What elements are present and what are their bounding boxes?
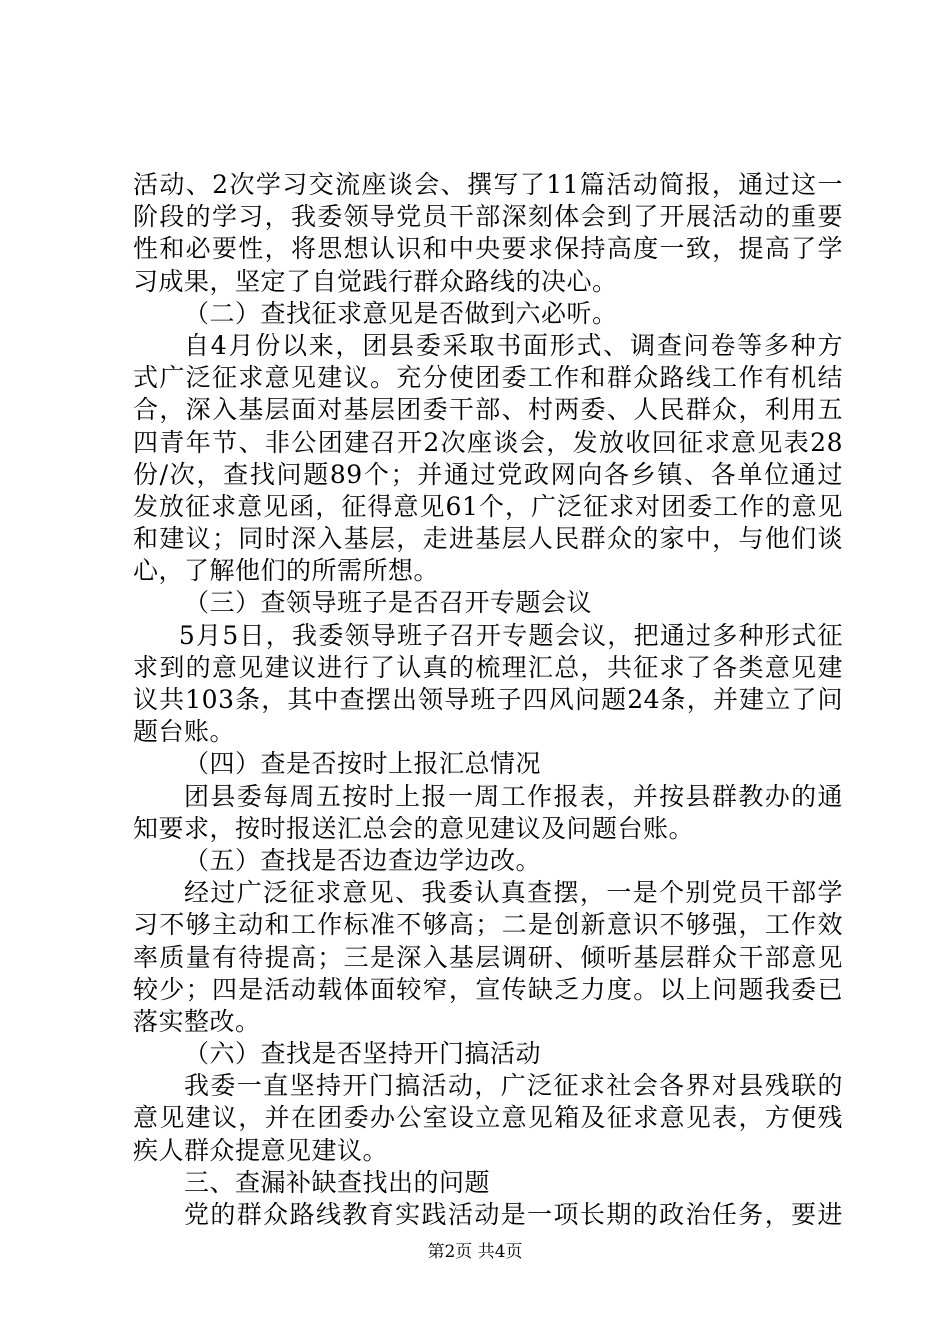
text-line: 议共103条，其中查摆出领导班子四风问题24条，并建立了问 xyxy=(133,685,843,714)
text-line: 落实整改。 xyxy=(133,1006,261,1036)
text-line: 活动、2次学习交流座谈会、撰写了11篇活动简报，通过这一 xyxy=(133,170,843,199)
text-line: 题台账。 xyxy=(133,717,236,747)
text-line: 自4月份以来，团县委采取书面形式、调查问卷等多种方 xyxy=(184,330,843,360)
text-line: 发放征求意见函，征得意见61个，广泛征求对团委工作的意见 xyxy=(133,491,843,521)
document-body xyxy=(133,169,843,1231)
page-footer: 第2页 共4页 xyxy=(427,1242,523,1262)
text-line: 经过广泛征求意见、我委认真查摆，一是个别党员干部学 xyxy=(184,878,843,908)
text-line: 三、查漏补缺查找出的问题 xyxy=(184,1167,491,1197)
text-line: 党的群众路线教育实践活动是一项长期的政治任务，要进 xyxy=(184,1200,843,1229)
text-line: 意见建议，并在团委办公室设立意见箱及征求意见表，方便残 xyxy=(133,1103,843,1133)
text-line: 心，了解他们的所需所想。 xyxy=(133,556,440,586)
text-line: 份/次，查找问题89个；并通过党政网向各乡镇、各单位通过 xyxy=(133,459,843,489)
text-line: 习不够主动和工作标准不够高；二是创新意识不够强，工作效 xyxy=(133,910,843,940)
text-line: 较少；四是活动载体面较窄，宣传缺乏力度。以上问题我委已 xyxy=(133,974,843,1004)
text-line: 知要求，按时报送汇总会的意见建议及问题台账。 xyxy=(133,813,695,843)
text-line: （二）查找征求意见是否做到六必听。 xyxy=(184,298,618,328)
text-line: 5月5日，我委领导班子召开专题会议，把通过多种形式征 xyxy=(178,620,843,650)
text-line: （三）查领导班子是否召开专题会议 xyxy=(184,588,593,618)
text-line: 率质量有待提高；三是深入基层调研、倾听基层群众干部意见 xyxy=(133,942,843,972)
text-line: （四）查是否按时上报汇总情况 xyxy=(184,749,542,779)
text-line: 疾人群众提意见建议。 xyxy=(133,1135,389,1165)
text-line: （六）查找是否坚持开门搞活动 xyxy=(184,1039,542,1069)
text-line: 习成果，坚定了自觉践行群众路线的决心。 xyxy=(133,266,618,296)
text-line: 四青年节、非公团建召开2次座谈会，发放收回征求意见表28 xyxy=(133,427,843,457)
text-line: 式广泛征求意见建议。充分使团委工作和群众路线工作有机结 xyxy=(133,363,843,393)
text-line: 和建议；同时深入基层，走进基层人民群众的家中，与他们谈 xyxy=(133,524,843,554)
text-line: 我委一直坚持开门搞活动，广泛征求社会各界对县残联的 xyxy=(184,1071,843,1101)
text-line: 团县委每周五按时上报一周工作报表，并按县群教办的通 xyxy=(184,781,843,811)
text-line: 阶段的学习，我委领导党员干部深刻体会到了开展活动的重要 xyxy=(133,202,843,232)
text-line: 合，深入基层面对基层团委干部、村两委、人民群众，利用五 xyxy=(133,395,843,425)
text-line: 求到的意见建议进行了认真的梳理汇总，共征求了各类意见建 xyxy=(133,652,843,682)
text-line: 性和必要性，将思想认识和中央要求保持高度一致，提高了学 xyxy=(133,234,843,264)
text-line: （五）查找是否边查边学边改。 xyxy=(184,845,542,875)
